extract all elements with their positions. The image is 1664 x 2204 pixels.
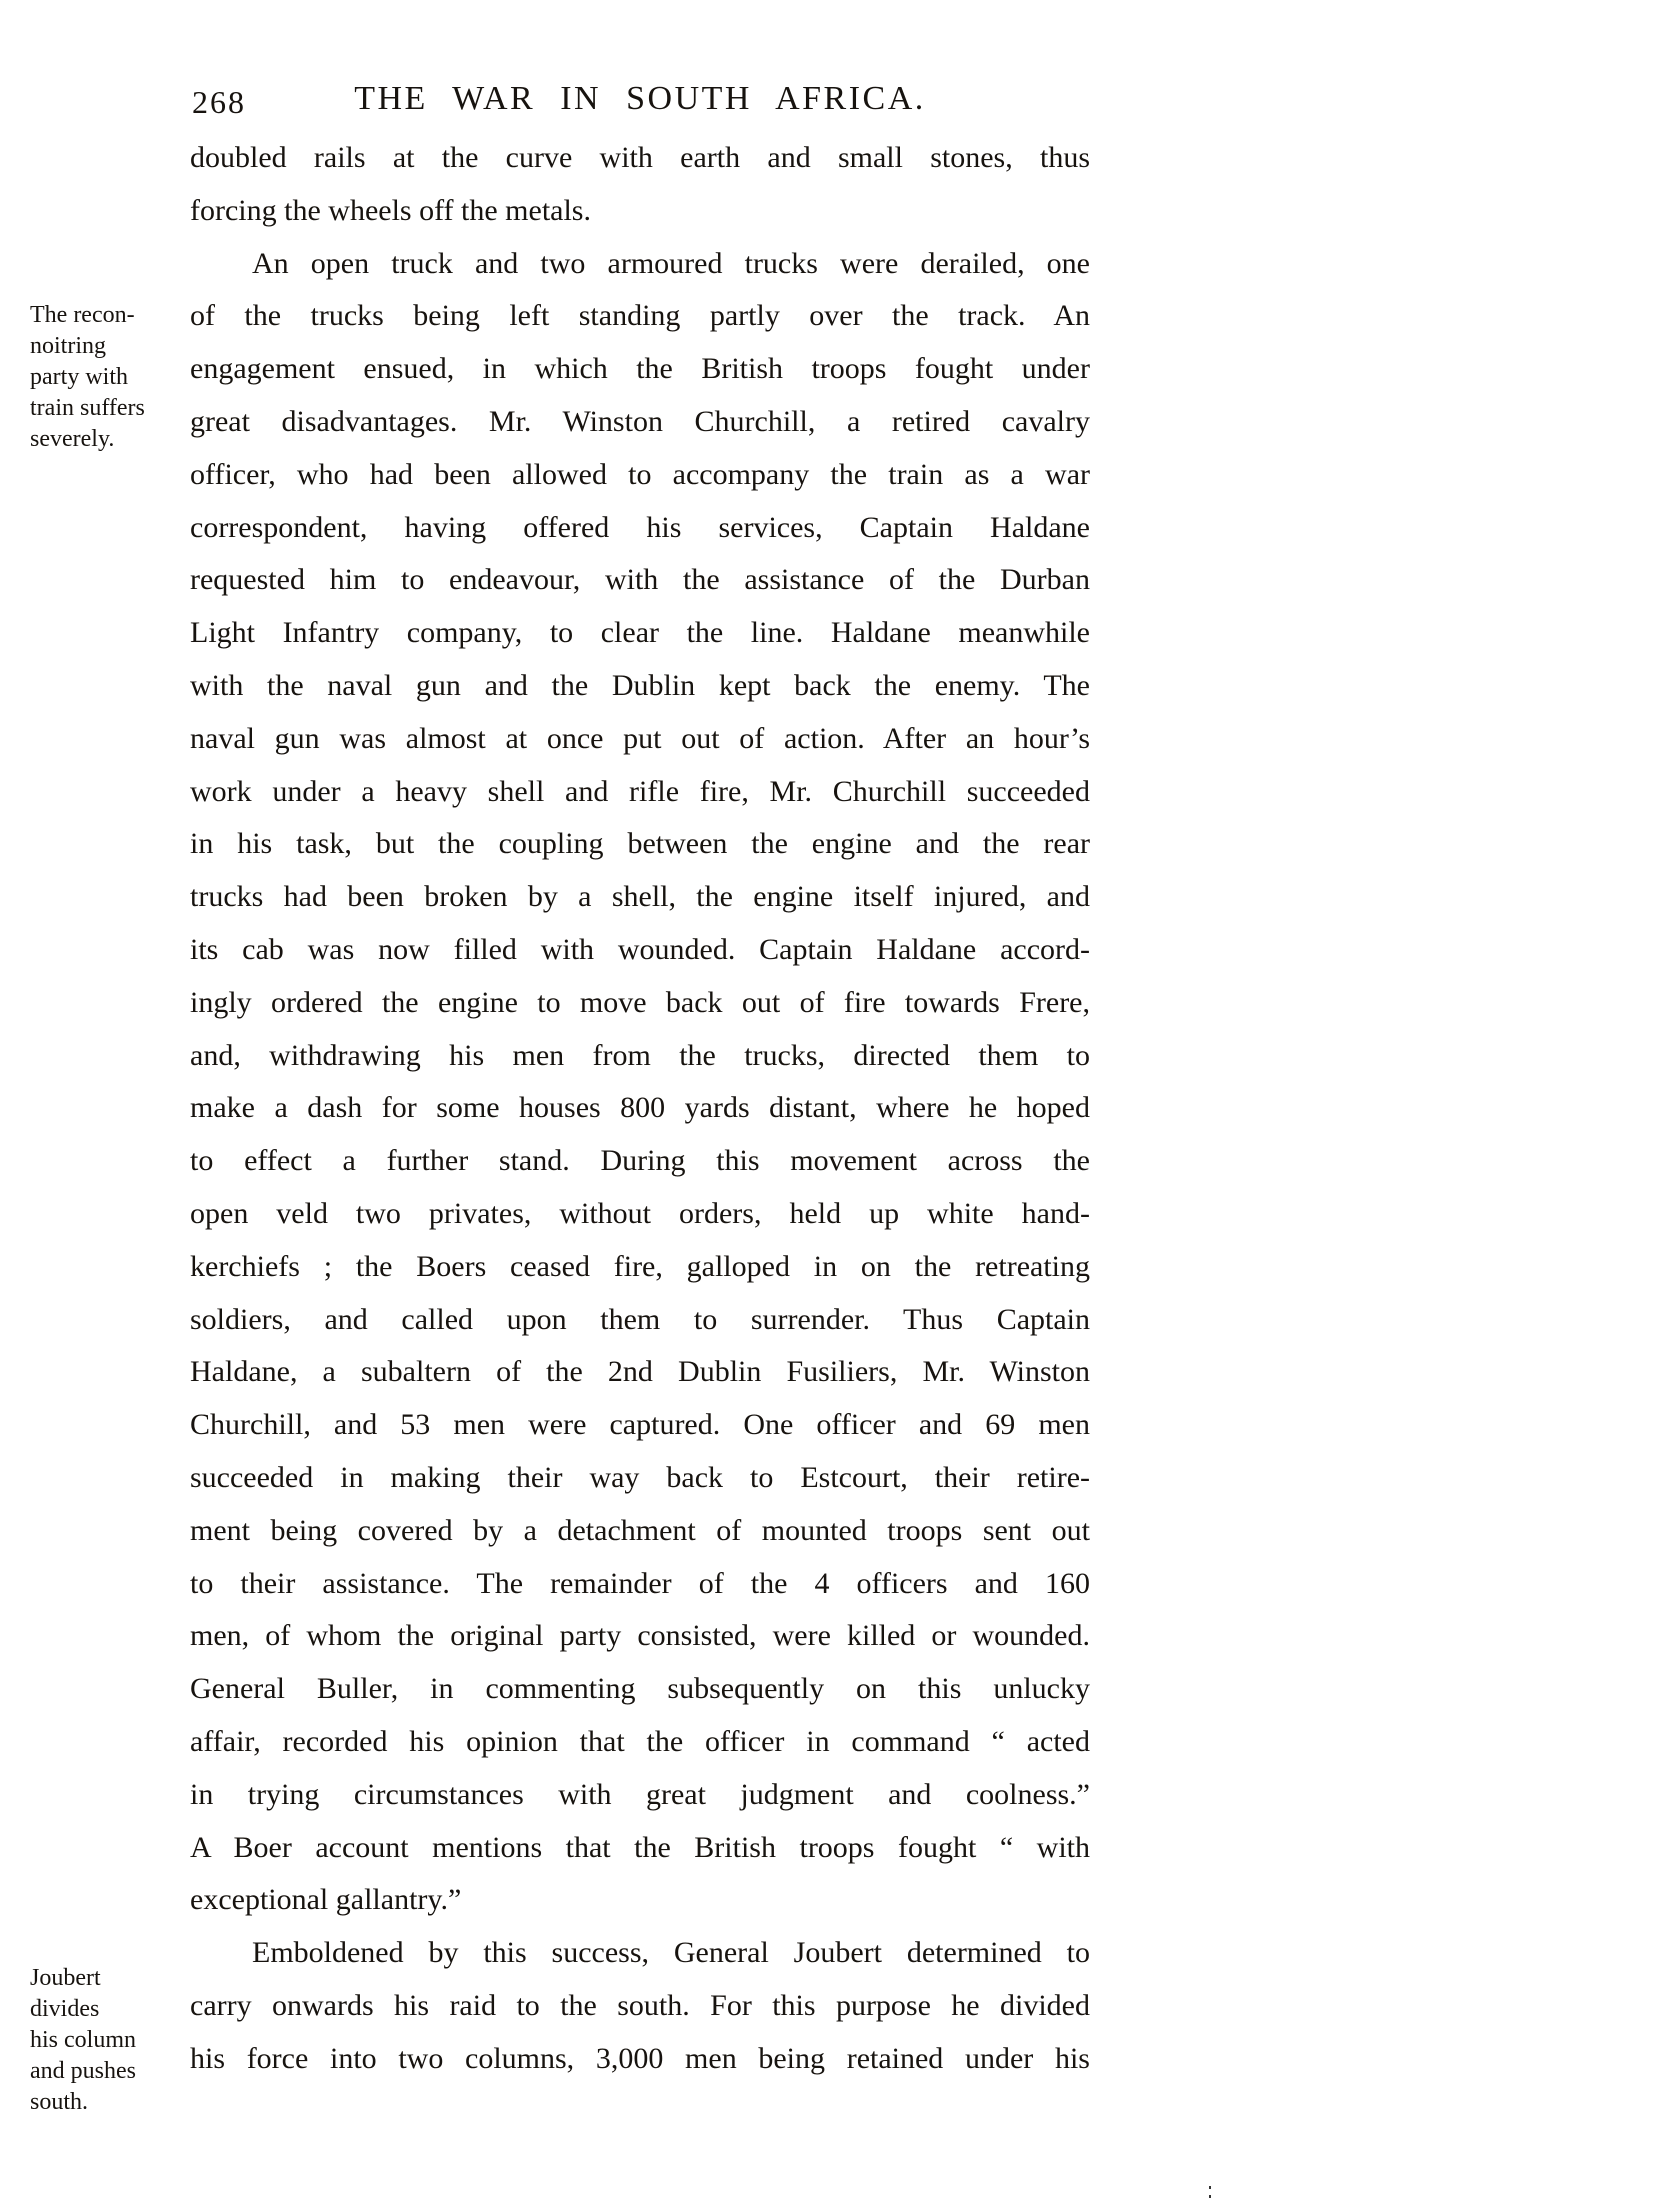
text-line: ingly ordered the engine to move back out of fire towards Frere, xyxy=(190,985,1090,1019)
text-line: in his task, but the coupling between the engine and the rear xyxy=(190,827,1090,861)
text-line: officer, who had been allowed to accompany the train as a war xyxy=(190,457,1090,491)
margin-note-joubert-divides xyxy=(30,1963,188,2118)
text-line: succeeded in making their way back to Estcourt, their retire- xyxy=(190,1460,1090,1494)
text-line: in trying circumstances with great judgment and coolness.” xyxy=(190,1777,1090,1811)
text-line: trucks had been broken by a shell, the engine itself injured, and xyxy=(190,880,1090,914)
text-line: correspondent, having offered his services, Captain Haldane xyxy=(190,510,1090,544)
margin-note-line: his column xyxy=(30,2027,136,2053)
margin-note-line: Joubert xyxy=(30,1965,101,1991)
paragraph xyxy=(190,132,1090,238)
text-line: great disadvantages. Mr. Winston Churchill, a retired cavalry xyxy=(190,404,1090,438)
paragraph xyxy=(190,1927,1090,2085)
text-line: of the trucks being left standing partly over the track. An xyxy=(190,299,1090,333)
scan-speck xyxy=(1209,2186,1211,2189)
margin-note-reconnoitring-party xyxy=(30,300,188,455)
paragraph xyxy=(190,238,1090,1928)
body-text-column xyxy=(190,132,1090,2085)
text-line: soldiers, and called upon them to surrender. Thus Captain xyxy=(190,1302,1090,1336)
running-header xyxy=(190,80,1090,124)
text-line: carry onwards his raid to the south. For this purpose he divided xyxy=(190,1988,1090,2022)
text-line: exceptional gallantry.” xyxy=(190,1883,462,1917)
text-line: forcing the wheels off the metals. xyxy=(190,193,591,227)
margin-note-line: severely. xyxy=(30,426,115,452)
text-line: Light Infantry company, to clear the line. Haldane meanwhile xyxy=(190,616,1090,650)
text-line: Churchill, and 53 men were captured. One officer and 69 men xyxy=(190,1408,1090,1442)
page-number: 268 xyxy=(192,84,246,120)
margin-note-line: train suffers xyxy=(30,395,145,421)
margin-note-line: noitring xyxy=(30,333,106,359)
text-line: ment being covered by a detachment of mounted troops sent out xyxy=(190,1513,1090,1547)
text-line: to effect a further stand. During this movement across the xyxy=(190,1144,1090,1178)
text-line: its cab was now filled with wounded. Captain Haldane accord- xyxy=(190,932,1090,966)
running-title: THE WAR IN SOUTH AFRICA. xyxy=(354,80,926,117)
text-line: make a dash for some houses 800 yards distant, where he hoped xyxy=(190,1091,1090,1125)
text-line: An open truck and two armoured trucks were derailed, one xyxy=(252,246,1090,280)
text-line: open veld two privates, without orders, held up white hand- xyxy=(190,1196,1090,1230)
text-line: engagement ensued, in which the British troops fought under xyxy=(190,352,1090,386)
margin-note-line: divides xyxy=(30,1996,100,2022)
margin-note-line: south. xyxy=(30,2089,89,2115)
text-line: A Boer account mentions that the British troops fought “ with xyxy=(190,1830,1090,1864)
margin-note-line: and pushes xyxy=(30,2058,136,2084)
text-line: doubled rails at the curve with earth and small stones, thus xyxy=(190,141,1090,174)
text-line: Emboldened by this success, General Joubert determined to xyxy=(252,1936,1090,1970)
text-line: Haldane, a subaltern of the 2nd Dublin Fusiliers, Mr. Winston xyxy=(190,1355,1090,1389)
text-line: affair, recorded his opinion that the officer in command “ acted xyxy=(190,1724,1090,1758)
text-line: his force into two columns, 3,000 men being retained under his xyxy=(190,2041,1090,2075)
text-line: requested him to endeavour, with the assistance of the Durban xyxy=(190,563,1090,597)
text-line: men, of whom the original party consisted, were killed or wounded. xyxy=(190,1619,1090,1653)
text-line: naval gun was almost at once put out of action. After an hour’s xyxy=(190,721,1090,755)
text-line: work under a heavy shell and rifle fire, Mr. Churchill succeeded xyxy=(190,774,1090,808)
text-line: to their assistance. The remainder of the 4 officers and 160 xyxy=(190,1566,1090,1600)
text-line: with the naval gun and the Dublin kept back the enemy. The xyxy=(190,668,1090,702)
text-line: General Buller, in commenting subsequently on this unlucky xyxy=(190,1672,1090,1706)
text-line: kerchiefs ; the Boers ceased fire, galloped in on the retreating xyxy=(190,1249,1090,1283)
margin-note-line: The recon- xyxy=(30,302,135,328)
text-line: and, withdrawing his men from the trucks, directed them to xyxy=(190,1038,1090,1072)
margin-note-line: party with xyxy=(30,364,128,390)
